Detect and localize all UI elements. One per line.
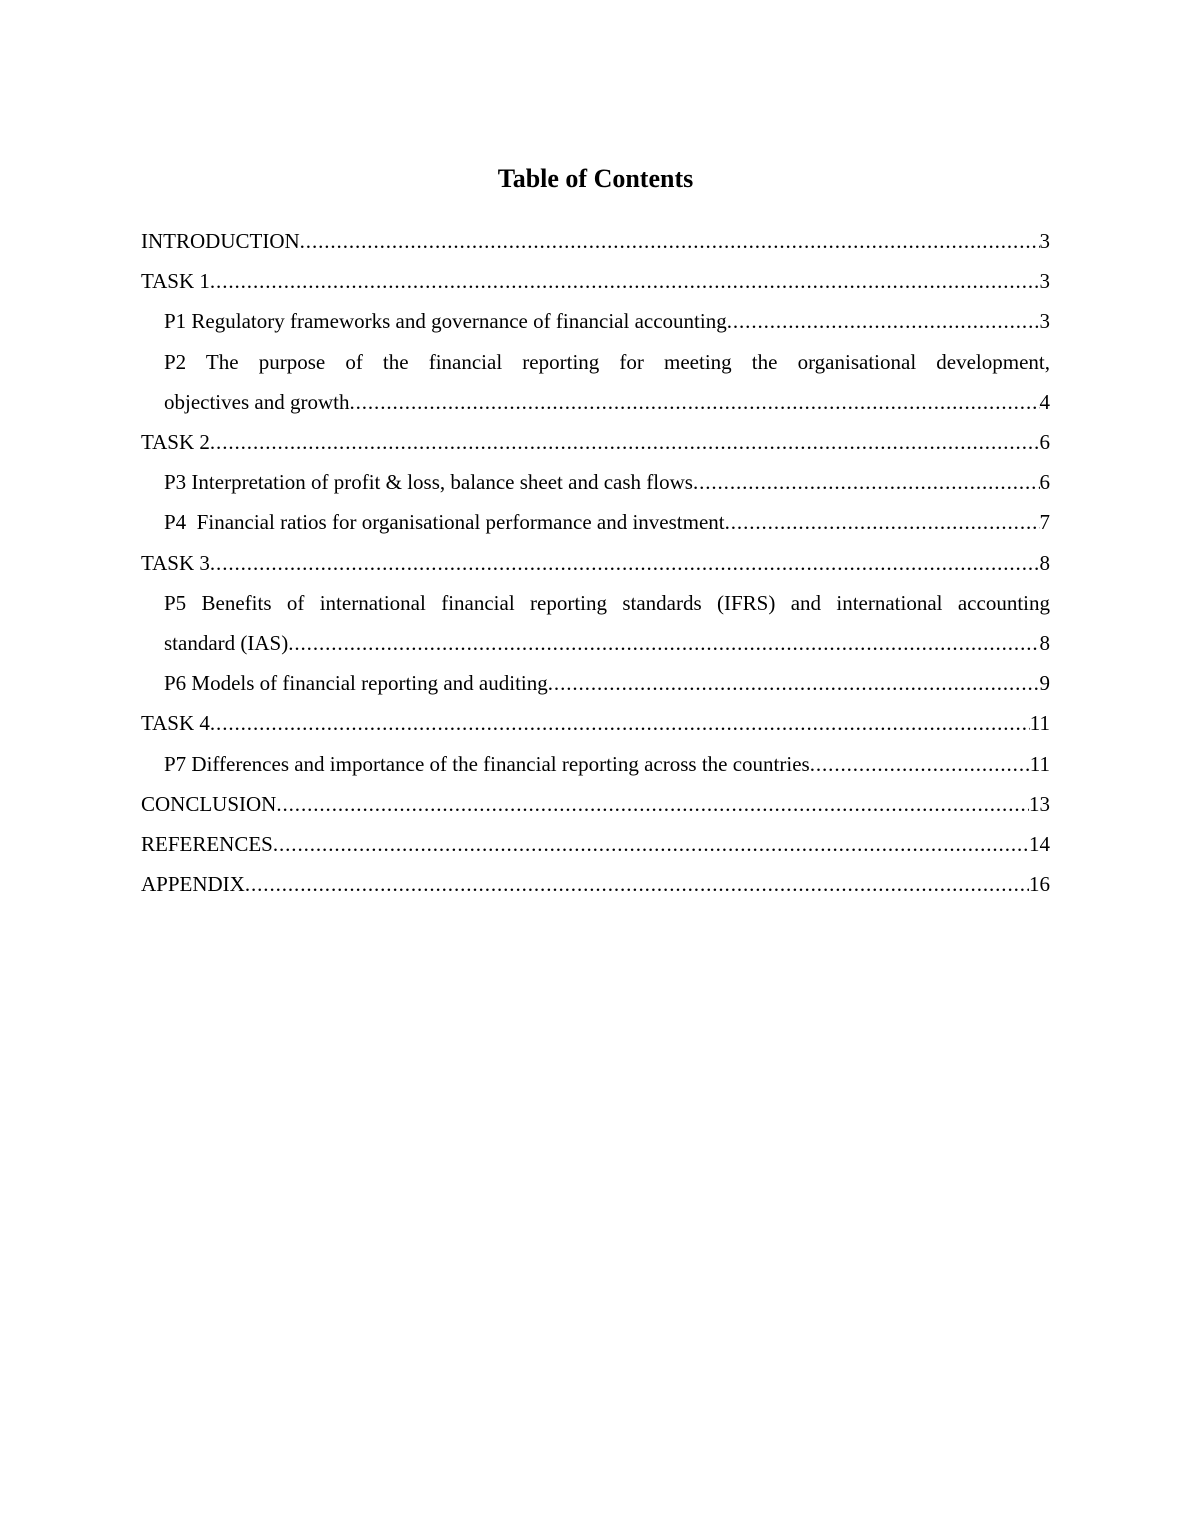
toc-entry-label: P4 Financial ratios for organisational performance and investment bbox=[164, 510, 725, 535]
toc-entry-task-1[interactable] bbox=[141, 261, 1050, 301]
toc-entry-label: P1 Regulatory frameworks and governance of financial accounting bbox=[164, 309, 727, 334]
toc-leader-dots bbox=[210, 543, 1040, 583]
toc-page-number: 3 bbox=[1039, 269, 1050, 294]
toc-page-number: 9 bbox=[1039, 671, 1050, 696]
toc-leader-dots bbox=[276, 784, 1029, 824]
toc-list bbox=[141, 221, 1050, 904]
toc-page-number: 3 bbox=[1039, 229, 1050, 253]
toc-entry-references[interactable] bbox=[141, 824, 1050, 864]
toc-page-number: 11 bbox=[1029, 711, 1050, 736]
toc-leader-dots bbox=[288, 623, 1039, 663]
toc-entry-label: CONCLUSION bbox=[141, 791, 277, 816]
toc-leader-dots bbox=[810, 744, 1030, 784]
toc-entry-label: P6 Models of financial reporting and auditing bbox=[164, 671, 548, 696]
toc-leader-dots bbox=[548, 663, 1040, 703]
toc-entry-label: INTRODUCTION bbox=[141, 229, 300, 253]
toc-entry-conclusion[interactable] bbox=[141, 784, 1050, 824]
toc-page-number: 8 bbox=[1039, 631, 1050, 656]
toc-leader-dots bbox=[300, 221, 1040, 261]
toc-page-number: 4 bbox=[1039, 389, 1050, 414]
toc-entry-label: P3 Interpretation of profit & loss, balance sheet and cash flows bbox=[164, 470, 693, 495]
toc-leader-dots bbox=[210, 261, 1040, 301]
toc-entry-label: standard (IAS) bbox=[164, 631, 289, 656]
document-page bbox=[141, 162, 1050, 904]
toc-entry-p2[interactable] bbox=[141, 342, 1050, 422]
toc-leader-dots bbox=[210, 422, 1040, 462]
toc-entry-label: objectives and growth bbox=[164, 389, 350, 414]
toc-entry-p5[interactable] bbox=[141, 583, 1050, 663]
toc-page-number: 11 bbox=[1029, 751, 1050, 776]
toc-page-number: 6 bbox=[1039, 430, 1050, 455]
toc-leader-dots bbox=[245, 864, 1029, 904]
toc-page-number: 16 bbox=[1029, 872, 1050, 897]
toc-entry-label-line-1: P2 The purpose of the financial reporting for meeting the organisational development, bbox=[164, 349, 1050, 374]
toc-entry-p1[interactable] bbox=[141, 301, 1050, 341]
toc-leader-dots bbox=[273, 824, 1029, 864]
toc-entry-label-line-1: P5 Benefits of international financial reporting standards (IFRS) and international accounting bbox=[164, 590, 1050, 615]
toc-entry-p4[interactable] bbox=[141, 502, 1050, 542]
toc-entry-label: TASK 1 bbox=[141, 269, 210, 294]
toc-entry-p3[interactable] bbox=[141, 462, 1050, 502]
toc-entry-p7[interactable] bbox=[141, 744, 1050, 784]
toc-entry-label: TASK 2 bbox=[141, 430, 210, 455]
toc-entry-label: TASK 3 bbox=[141, 550, 210, 575]
toc-entry-label: APPENDIX bbox=[141, 872, 245, 897]
toc-page-number: 14 bbox=[1029, 832, 1050, 857]
toc-page-number: 7 bbox=[1039, 510, 1050, 535]
toc-entry-task-3[interactable] bbox=[141, 543, 1050, 583]
toc-entry-appendix[interactable] bbox=[141, 864, 1050, 904]
toc-page-number: 13 bbox=[1029, 791, 1050, 816]
toc-entry-p6[interactable] bbox=[141, 663, 1050, 703]
toc-leader-dots bbox=[727, 301, 1040, 341]
toc-page-number: 8 bbox=[1039, 550, 1050, 575]
toc-leader-dots bbox=[725, 502, 1040, 542]
toc-leader-dots bbox=[693, 462, 1040, 502]
toc-entry-introduction[interactable] bbox=[141, 221, 1050, 261]
toc-entry-label: REFERENCES bbox=[141, 832, 273, 857]
toc-entry-task-4[interactable] bbox=[141, 703, 1050, 743]
toc-leader-dots bbox=[210, 703, 1030, 743]
toc-entry-label: P7 Differences and importance of the financial reporting across the countries bbox=[164, 751, 810, 776]
toc-title: Table of Contents bbox=[497, 164, 694, 193]
toc-page-number: 3 bbox=[1039, 309, 1050, 334]
toc-leader-dots bbox=[349, 382, 1039, 422]
toc-page-number: 6 bbox=[1039, 470, 1050, 495]
toc-entry-label: TASK 4 bbox=[141, 711, 210, 736]
toc-entry-task-2[interactable] bbox=[141, 422, 1050, 462]
